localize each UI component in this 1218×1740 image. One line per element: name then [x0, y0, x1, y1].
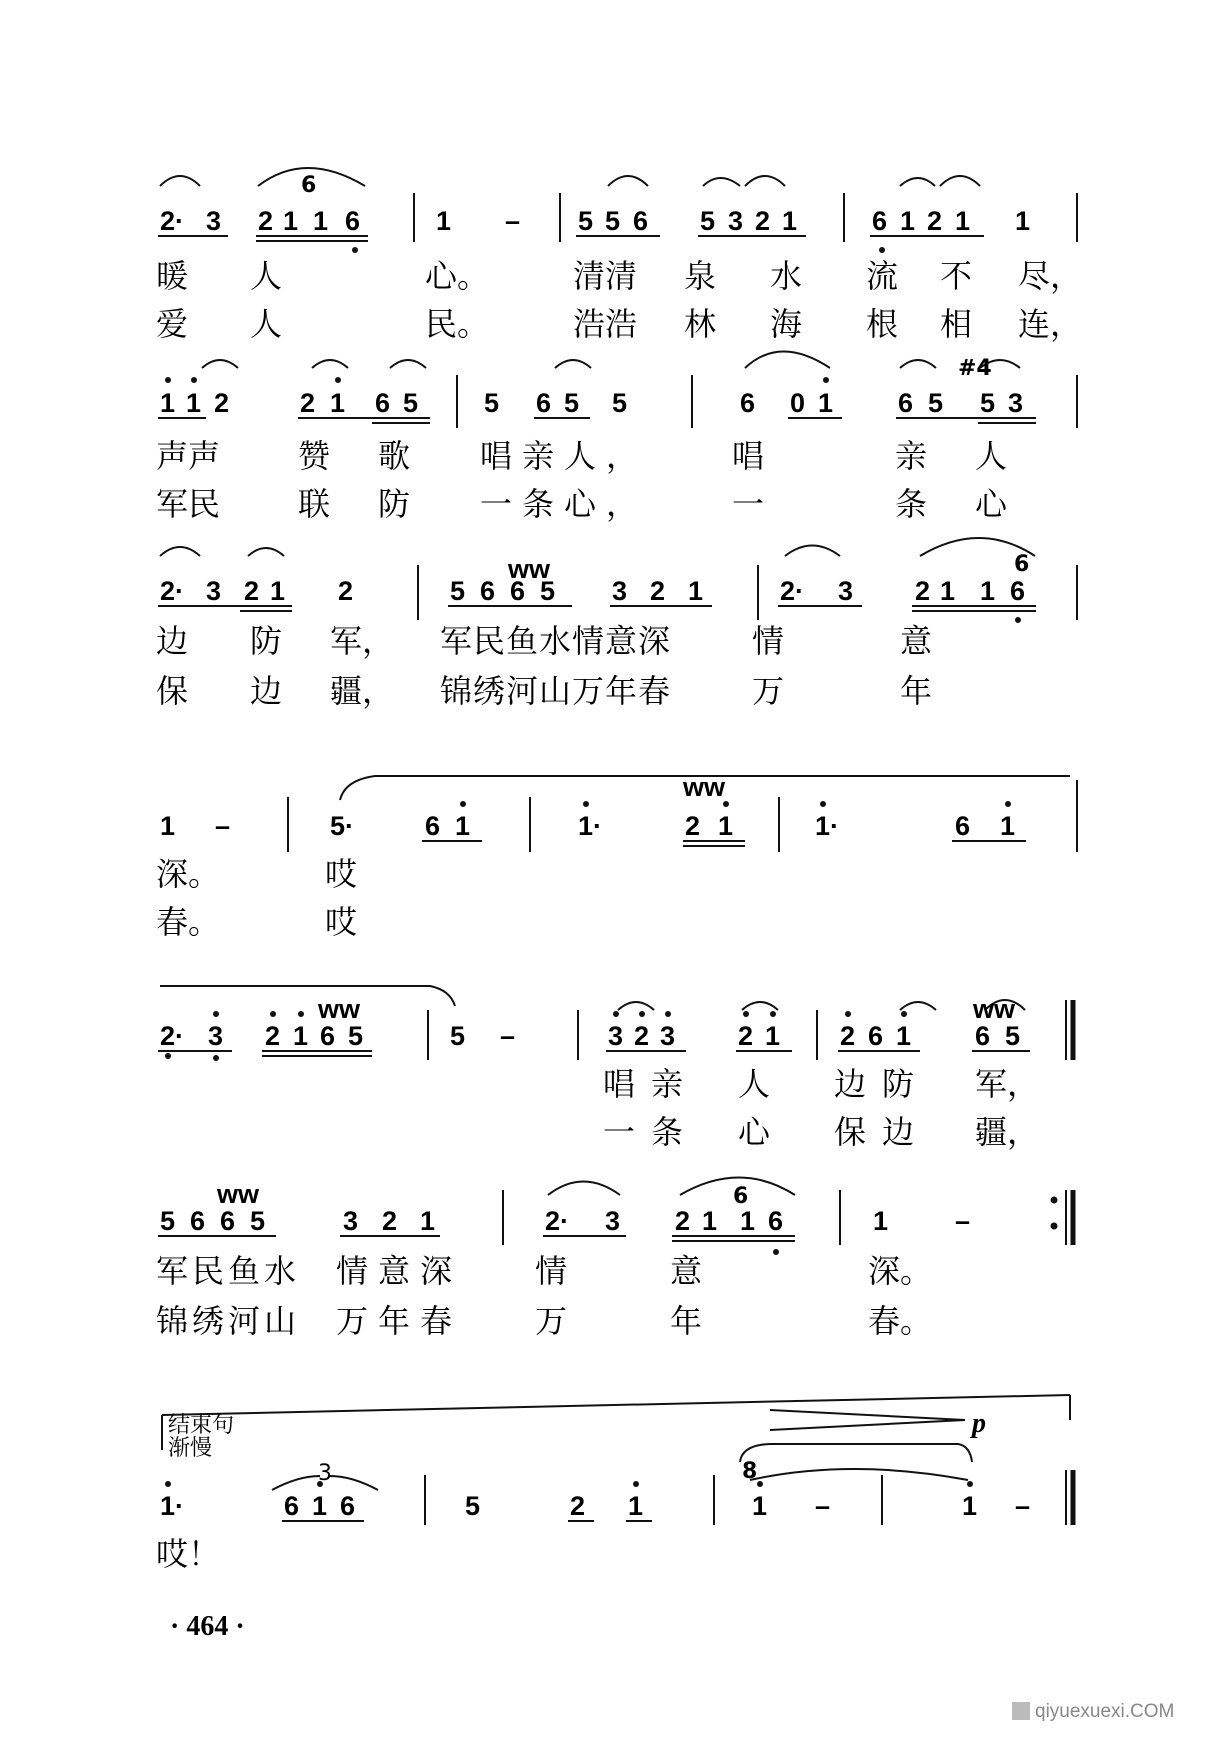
- score-text: 2: [382, 1206, 398, 1236]
- score-text: 边: [156, 622, 189, 660]
- score-text: 军，: [330, 622, 395, 660]
- score-text: 1: [873, 1206, 889, 1236]
- score-text: 2: [338, 576, 354, 606]
- lyrics-row-7: [156, 1535, 220, 1573]
- score-text: 1: [312, 1491, 328, 1521]
- score-text: 1: [628, 1491, 644, 1521]
- score-text: 哎: [325, 903, 358, 941]
- score-text: 连，: [1018, 305, 1083, 343]
- score-text: 尽，: [1018, 257, 1083, 295]
- score-text: 2: [300, 388, 316, 418]
- score-text: 暖: [156, 257, 189, 295]
- score-text: 5: [403, 388, 419, 418]
- score-text: 春。: [156, 903, 221, 941]
- score-text: 3: [343, 1206, 359, 1236]
- notation-row-3: [160, 576, 1025, 606]
- score-text: 2: [650, 576, 666, 606]
- score-text: 春。: [868, 1302, 933, 1340]
- note: 6: [633, 206, 649, 236]
- score-text: 6: [480, 576, 496, 606]
- score-text: 2: [570, 1491, 586, 1521]
- score-text: 哎: [325, 855, 358, 893]
- lyrics-row-5: [603, 1065, 1039, 1151]
- score-text: 林: [684, 305, 717, 343]
- score-text: 5: [450, 1021, 466, 1051]
- score-text: 情意深: [336, 1252, 463, 1290]
- score-text: 6: [220, 1206, 236, 1236]
- score-text: 2: [840, 1021, 856, 1051]
- watermark: [1012, 1701, 1174, 1722]
- score-text: 6: [301, 173, 317, 198]
- score-text: 边防: [834, 1065, 931, 1103]
- score-text: 3: [612, 576, 628, 606]
- score-text: 5: [160, 1206, 176, 1236]
- triplet-mark: 3: [318, 1461, 332, 1486]
- score-text: 防: [378, 485, 411, 523]
- score-text: 1: [160, 388, 176, 418]
- note: 1: [782, 206, 798, 236]
- lyrics-row-1: [156, 257, 1082, 343]
- score-text: 锦绣河山: [156, 1302, 301, 1340]
- score-text: 不: [940, 257, 973, 295]
- score-text: 保: [156, 672, 189, 710]
- notation-row-2: [160, 388, 1023, 418]
- score-text: 2·: [545, 1206, 570, 1236]
- score-text: 民。: [425, 305, 490, 343]
- notation-row-1: [160, 206, 1030, 236]
- score-text: 军民鱼水: [156, 1252, 301, 1290]
- note: –: [505, 206, 521, 236]
- lyrics-row-6: [156, 1252, 932, 1340]
- score-text: 1·: [815, 811, 840, 841]
- score-text: 2: [265, 1021, 281, 1051]
- score-text: 浩浩: [573, 305, 638, 343]
- score-text: 5: [484, 388, 500, 418]
- score-text: 5: [564, 388, 580, 418]
- score-text: 唱: [732, 437, 765, 475]
- score-text: 流: [866, 257, 899, 295]
- score-text: 年: [670, 1302, 703, 1340]
- score-text: 1: [980, 576, 996, 606]
- score-text: 意: [900, 622, 933, 660]
- score-text: 0: [790, 388, 806, 418]
- score-text: 人: [738, 1065, 771, 1103]
- note: 1: [436, 206, 452, 236]
- score-text: 军民鱼水情意深: [440, 622, 672, 660]
- score-text: 2: [738, 1021, 754, 1051]
- note: 6: [872, 206, 888, 236]
- note: 3: [206, 206, 222, 236]
- score-text: 赞: [298, 437, 331, 475]
- score-text: 2: [214, 388, 230, 418]
- score-text: 1: [160, 811, 176, 841]
- notation-row-5: [160, 1021, 1020, 1051]
- lyrics-row-4: [156, 855, 357, 941]
- score-text: 泉: [684, 257, 717, 295]
- score-text: 万年春: [336, 1302, 463, 1340]
- score-text: 6: [510, 576, 526, 606]
- score-text: 1: [330, 388, 346, 418]
- score-text: –: [215, 811, 231, 841]
- score-text: 1: [186, 388, 202, 418]
- score-text: 5: [250, 1206, 266, 1236]
- score-text: 1: [752, 1491, 768, 1521]
- score-text: 6: [1014, 552, 1030, 577]
- score-text: 疆，: [330, 672, 395, 710]
- note: 2: [755, 206, 771, 236]
- score-text: 条: [895, 485, 928, 523]
- score-text: 唱亲: [603, 1065, 700, 1103]
- score-text: 3: [838, 576, 854, 606]
- tempo-label: 渐慢: [168, 1436, 213, 1461]
- note: 1: [283, 206, 299, 236]
- score-text: 2: [675, 1206, 691, 1236]
- score-text: 联: [298, 485, 331, 523]
- score-text: –: [1015, 1491, 1031, 1521]
- score-text: 6: [868, 1021, 884, 1051]
- svg-text:ww: ww: [508, 554, 551, 584]
- svg-text:ww: ww: [217, 1179, 260, 1209]
- score-text: 3: [608, 1021, 624, 1051]
- score-text: 1: [718, 811, 734, 841]
- dynamic-mark: p: [972, 1408, 986, 1439]
- score-text: 8: [742, 1459, 758, 1484]
- svg-text:ww: ww: [973, 994, 1016, 1024]
- score-text: 6: [768, 1206, 784, 1236]
- score-text: –: [955, 1206, 971, 1236]
- score-text: 人: [250, 257, 283, 295]
- score-text: #4: [958, 356, 992, 381]
- score-text: 爱: [156, 305, 189, 343]
- score-text: 6: [340, 1491, 356, 1521]
- score-text: 保边: [834, 1113, 931, 1151]
- score-text: 防: [250, 622, 283, 660]
- score-text: 2·: [160, 576, 185, 606]
- score-text: 3: [1008, 388, 1024, 418]
- watermark-text: qiyuexuexi.COM: [1035, 1701, 1175, 1722]
- score-text: 1: [270, 576, 286, 606]
- score-text: 一条心，: [480, 485, 649, 523]
- score-text: 哎！: [156, 1535, 221, 1573]
- score-text: 1: [420, 1206, 436, 1236]
- score-text: 5·: [330, 811, 355, 841]
- note: 3: [728, 206, 744, 236]
- score-text: 1·: [578, 811, 603, 841]
- score-text: 心: [975, 485, 1008, 523]
- note: 1: [900, 206, 916, 236]
- score-text: 一条: [603, 1113, 700, 1151]
- score-text: 3: [208, 1021, 224, 1051]
- note: 1: [313, 206, 329, 236]
- score-text: 6: [284, 1491, 300, 1521]
- score-text: 亲: [895, 437, 928, 475]
- score-text: 1: [962, 1491, 978, 1521]
- score-text: 疆，: [975, 1113, 1040, 1151]
- score-text: 6: [425, 811, 441, 841]
- page-number: · 464 ·: [170, 1611, 245, 1642]
- lyrics-row-2: [156, 437, 1008, 523]
- score-text: 6: [975, 1021, 991, 1051]
- score-text: 万: [535, 1302, 568, 1340]
- note: 2: [258, 206, 274, 236]
- score-text: 1: [896, 1021, 912, 1051]
- score-text: 人: [250, 305, 283, 343]
- score-text: 1: [740, 1206, 756, 1236]
- score-text: 情: [752, 622, 785, 660]
- svg-text:ww: ww: [318, 994, 361, 1024]
- note: 1: [955, 206, 971, 236]
- score-text: 2: [244, 576, 260, 606]
- score-text: 根: [866, 305, 899, 343]
- score-text: 心。: [425, 257, 490, 295]
- note: 1: [1015, 206, 1031, 236]
- score-text: 1: [702, 1206, 718, 1236]
- score-text: –: [500, 1021, 516, 1051]
- score-text: 2: [685, 811, 701, 841]
- score-text: –: [815, 1491, 831, 1521]
- score-text: 1: [940, 576, 956, 606]
- note: 2·: [160, 206, 185, 236]
- score-text: 3: [660, 1021, 676, 1051]
- score-text: 情: [535, 1252, 568, 1290]
- score-text: 深。: [868, 1252, 933, 1290]
- score-text: 唱亲人，: [480, 437, 649, 475]
- score-text: 1: [688, 576, 704, 606]
- score-text: 5: [348, 1021, 364, 1051]
- score-text: 6: [375, 388, 391, 418]
- score-text: 心: [738, 1113, 771, 1151]
- lyrics-row-3: [156, 622, 932, 710]
- score-text: 相: [940, 305, 973, 343]
- note: 5: [578, 206, 594, 236]
- score-text: 2·: [780, 576, 805, 606]
- score-text: 2·: [160, 1021, 185, 1051]
- svg-text:ww: ww: [683, 772, 726, 802]
- score-text: 3: [605, 1206, 621, 1236]
- score-text: 5: [450, 576, 466, 606]
- note: 6: [345, 206, 361, 236]
- score-text: 6: [190, 1206, 206, 1236]
- score-text: 清清: [573, 257, 638, 295]
- score-text: 2: [634, 1021, 650, 1051]
- score-text: 3: [206, 576, 222, 606]
- score-text: 1·: [160, 1491, 185, 1521]
- score-text: 1: [818, 388, 834, 418]
- score-text: 万: [752, 672, 785, 710]
- score-text: 声声: [156, 437, 221, 475]
- score-text: 6: [955, 811, 971, 841]
- score-text: 军民: [156, 485, 221, 523]
- score-text: 2: [915, 576, 931, 606]
- score-text: 年: [900, 672, 933, 710]
- note: 5: [605, 206, 621, 236]
- mordent-marks: [507, 554, 551, 584]
- score-text: 5: [1005, 1021, 1021, 1051]
- score-text: 歌: [378, 437, 411, 475]
- note: 5: [700, 206, 716, 236]
- score-text: 人: [975, 437, 1008, 475]
- score-text: 6: [1010, 576, 1026, 606]
- score-text: 海: [770, 305, 803, 343]
- ending-label: 结束句: [168, 1413, 235, 1438]
- score-text: 一: [732, 485, 765, 523]
- score-text: 1: [293, 1021, 309, 1051]
- score-text: 5: [928, 388, 944, 418]
- score-text: 深。: [156, 855, 221, 893]
- score-text: 军，: [975, 1065, 1040, 1103]
- notation-row-6: [160, 1206, 970, 1236]
- note: 2: [927, 206, 943, 236]
- score-text: 6: [733, 1184, 749, 1209]
- ending-labels: [168, 1413, 234, 1461]
- score-text: 锦绣河山万年春: [440, 672, 672, 710]
- score-text: 6: [898, 388, 914, 418]
- score-text: 水: [770, 257, 803, 295]
- score-text: 意: [670, 1252, 703, 1290]
- score-text: 6: [740, 388, 756, 418]
- score-text: 边: [250, 672, 283, 710]
- score-text: 6: [536, 388, 552, 418]
- score-text: 6: [320, 1021, 336, 1051]
- score-text: 5: [540, 576, 556, 606]
- score-text: 5: [465, 1491, 481, 1521]
- score-text: 1: [1000, 811, 1016, 841]
- score-text: 5: [980, 388, 996, 418]
- score-text: 1: [765, 1021, 781, 1051]
- score-text: 5: [612, 388, 628, 418]
- notation-row-7: [160, 1491, 1030, 1521]
- score-text: 1: [455, 811, 471, 841]
